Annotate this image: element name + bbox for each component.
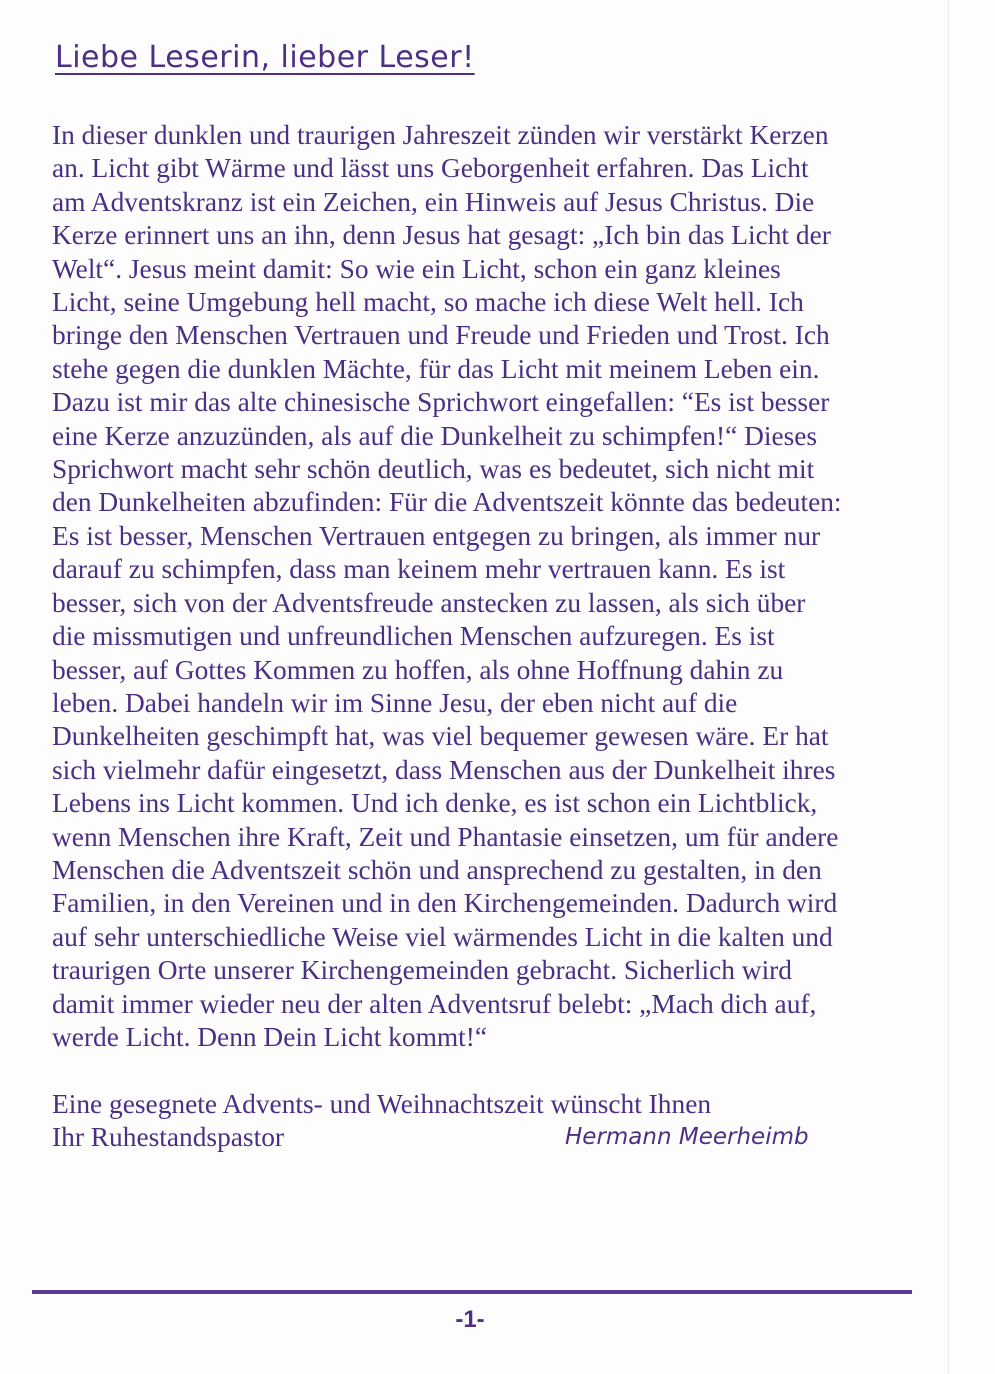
body-line: darauf zu schimpfen, dass man keinem mehr vertrauen kann. Es ist: [52, 554, 786, 585]
footer-divider: [32, 1290, 912, 1294]
closing-sender-title: Ihr Ruhestandspastor: [52, 1122, 285, 1153]
body-line: eine Kerze anzuzünden, als auf die Dunkelheit zu schimpfen!“ Dieses: [52, 420, 818, 451]
letter-heading: Liebe Leserin, lieber Leser!: [55, 40, 475, 75]
body-line: werde Licht. Denn Dein Licht kommt!“: [52, 1021, 488, 1052]
body-line: Dunkelheiten geschimpft hat, was viel bequemer gewesen wäre. Er hat: [52, 721, 829, 752]
body-line: wenn Menschen ihre Kraft, Zeit und Phantasie einsetzen, um für andere: [52, 821, 839, 852]
body-line: Welt“. Jesus meint damit: So wie ein Licht, schon ein ganz kleines: [52, 253, 781, 284]
body-line: Licht, seine Umgebung hell macht, so mache ich diese Welt hell. Ich: [52, 287, 804, 318]
body-line: die missmutigen und unfreundlichen Menschen aufzuregen. Es ist: [52, 621, 775, 652]
body-line: besser, auf Gottes Kommen zu hoffen, als ohne Hoffnung dahin zu: [52, 654, 784, 685]
body-line: bringe den Menschen Vertrauen und Freude und Frieden und Trost. Ich: [52, 320, 830, 351]
body-line: traurigen Orte unserer Kirchengemeinden gebracht. Sicherlich wird: [52, 955, 793, 986]
signature: Hermann Meerheimb: [565, 1124, 809, 1150]
body-line: am Adventskranz ist ein Zeichen, ein Hinweis auf Jesus Christus. Die: [52, 186, 815, 217]
letter-body: [52, 119, 912, 1054]
body-line: In dieser dunklen und traurigen Jahreszeit zünden wir verstärkt Kerzen: [52, 120, 829, 150]
body-line: damit immer wieder neu der alten Adventsruf belebt: „Mach dich auf,: [52, 988, 817, 1019]
body-line: Es ist besser, Menschen Vertrauen entgegen zu bringen, als immer nur: [52, 520, 821, 551]
body-line: den Dunkelheiten abzufinden: Für die Adventszeit könnte das bedeuten:: [52, 487, 842, 518]
body-line: an. Licht gibt Wärme und lässt uns Geborgenheit erfahren. Das Licht: [52, 153, 809, 184]
body-line: Dazu ist mir das alte chinesische Sprichwort eingefallen: “Es ist besser: [52, 387, 830, 418]
body-line: auf sehr unterschiedliche Weise viel wärmendes Licht in die kalten und: [52, 921, 833, 952]
body-line: Kerze erinnert uns an ihn, denn Jesus hat gesagt: „Ich bin das Licht der: [52, 220, 831, 251]
body-line: Menschen die Adventszeit schön und ansprechend zu gestalten, in den: [52, 854, 822, 885]
body-line: Sprichwort macht sehr schön deutlich, was es bedeutet, sich nicht mit: [52, 454, 815, 485]
body-line: besser, sich von der Adventsfreude anstecken zu lassen, als sich über: [52, 587, 806, 618]
body-line: Lebens ins Licht kommen. Und ich denke, es ist schon ein Lichtblick,: [52, 788, 818, 819]
body-line: Familien, in den Vereinen und in den Kirchengemeinden. Dadurch wird: [52, 888, 838, 919]
body-line: stehe gegen die dunklen Mächte, für das Licht mit meinem Leben ein.: [52, 353, 820, 384]
page-number: -1-: [455, 1306, 485, 1333]
body-line: leben. Dabei handeln wir im Sinne Jesu, der eben nicht auf die: [52, 687, 738, 718]
closing-greeting: Eine gesegnete Advents- und Weihnachtszeit wünscht Ihnen: [52, 1089, 712, 1119]
page-edge: [948, 0, 949, 1374]
body-line: sich vielmehr dafür eingesetzt, dass Menschen aus der Dunkelheit ihres: [52, 754, 836, 785]
